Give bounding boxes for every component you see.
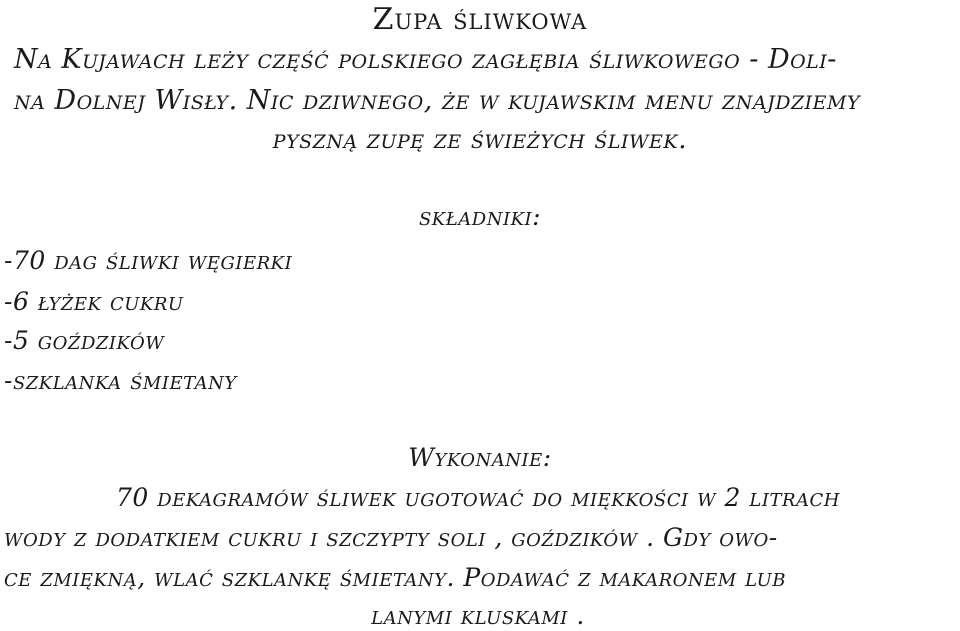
ingredient-item: -6 łyżek cukru xyxy=(4,287,184,316)
method-heading: Wykonanie: xyxy=(408,443,552,472)
ingredient-item: -5 goździków xyxy=(4,326,165,355)
intro-line-1: Na Kujawach leży część polskiego zagłębia śliwkowego - Doli- xyxy=(14,44,837,75)
ingredient-item: -szklanka śmietany xyxy=(4,366,237,395)
method-line-3: ce zmiękną, wlać szklankę śmietany. Podawać z makaronem lub xyxy=(4,563,787,592)
intro-line-3: pyszną zupę ze świeżych śliwek. xyxy=(272,124,688,155)
intro-line-2: na Dolnej Wisły. Nic dziwnego, że w kujawskim menu znajdziemy xyxy=(14,85,861,116)
page-title: Zupa śliwkowa xyxy=(372,2,588,37)
method-line-1: 70 dekagramów śliwek ugotować do miękkości w 2 litrach xyxy=(116,483,840,512)
method-line-4: lanymi kluskami . xyxy=(371,601,585,630)
ingredients-heading: składniki: xyxy=(418,202,542,231)
method-line-2: wody z dodatkiem cukru i szczypty soli , goździków . Gdy owo- xyxy=(4,523,778,552)
ingredient-item: -70 dag śliwki węgierki xyxy=(4,246,293,275)
